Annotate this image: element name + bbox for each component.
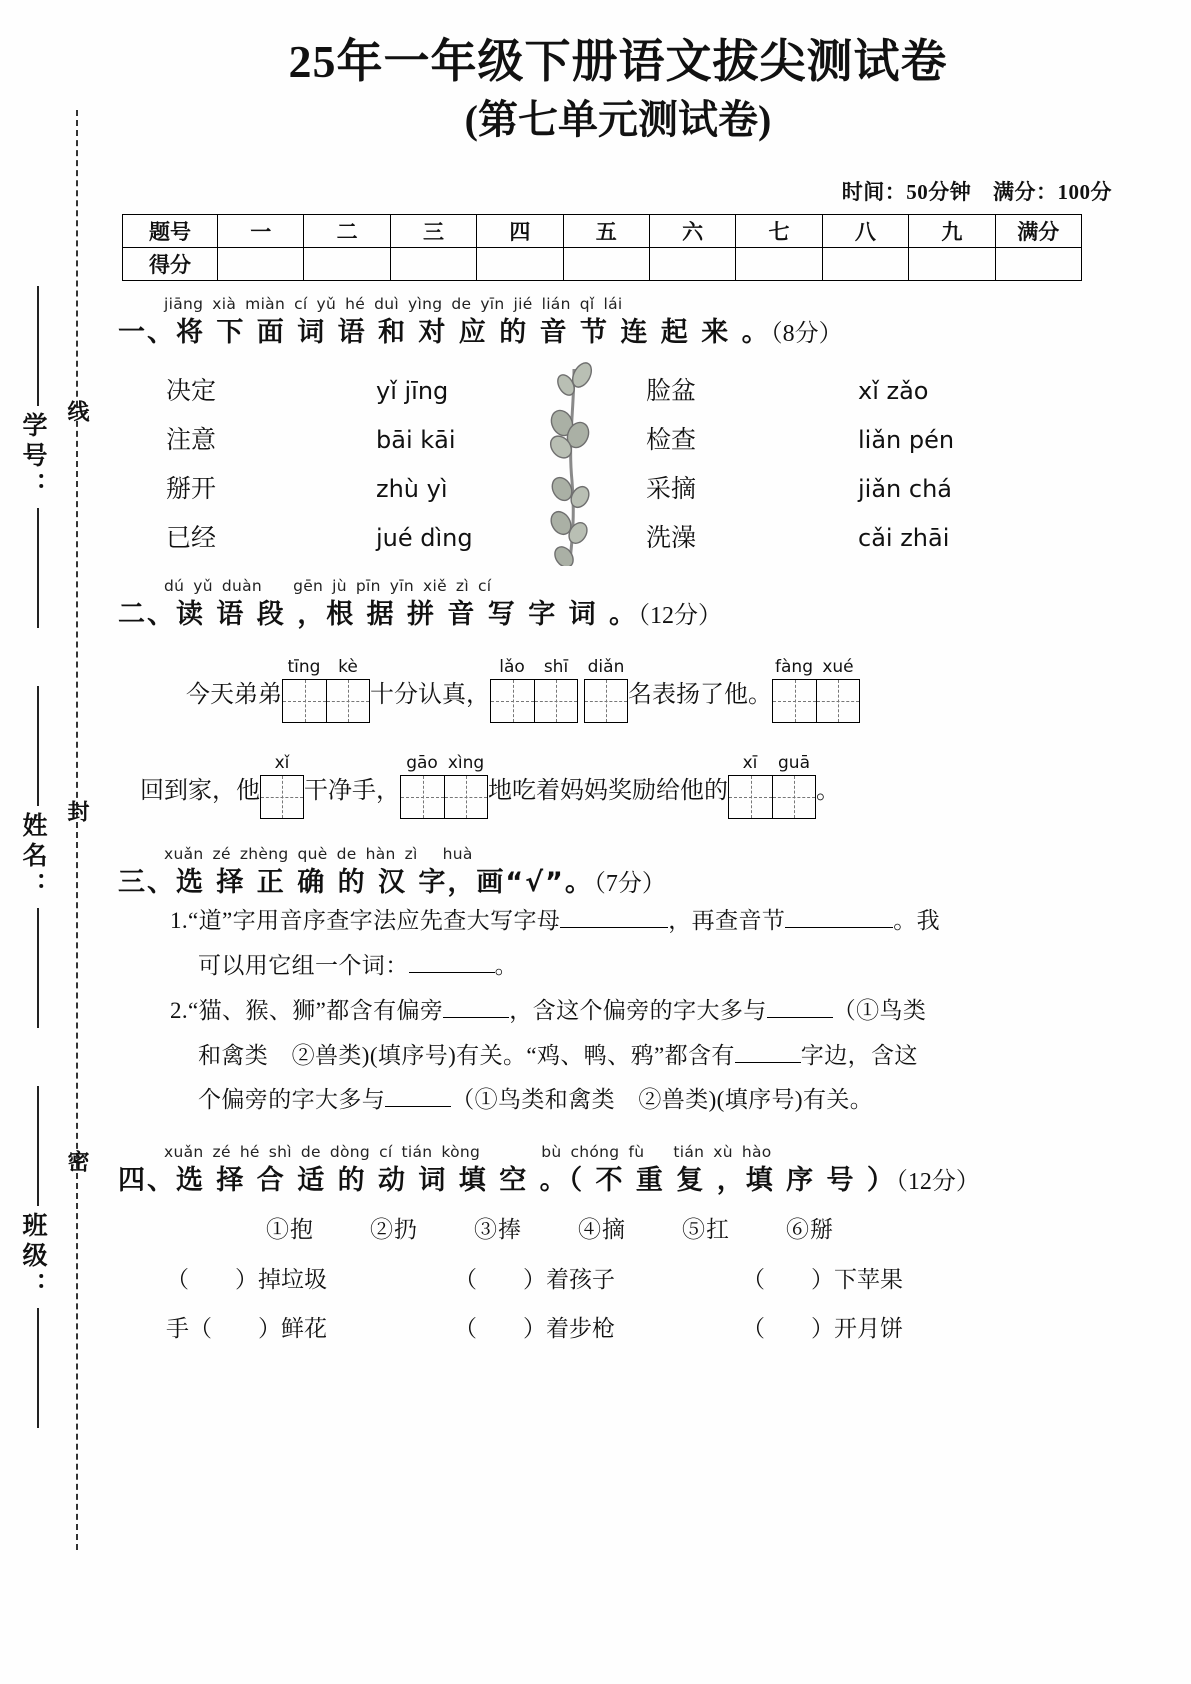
paper-content [118, 0, 1118, 1353]
score-col-8: 八 [822, 215, 908, 248]
pinyin-syllable: dú [164, 577, 185, 596]
score-col-3: 三 [390, 215, 476, 248]
question-text: 可以用它组一个词： [198, 952, 409, 978]
grid-cell[interactable] [772, 679, 816, 723]
pinyin-syllable: jù [332, 577, 347, 596]
rail-rule [37, 508, 39, 628]
pinyin-syllable: hào [741, 1143, 772, 1162]
answer-blank[interactable] [767, 1017, 833, 1018]
pinyin-syllable: gēn [293, 577, 324, 596]
score-table [122, 214, 1082, 281]
answer-blank[interactable] [409, 972, 495, 973]
grid-cell[interactable] [772, 775, 816, 819]
score-head-points: 得分 [123, 248, 218, 281]
section-two-sentence-2 [140, 753, 1118, 819]
pinyin-syllable: dòng [329, 1143, 371, 1162]
score-cell-3[interactable] [390, 248, 476, 281]
section-two-title [118, 592, 1118, 631]
writing-grid-laoshi[interactable] [490, 657, 578, 723]
question-text: 。我 [893, 908, 941, 934]
pinyin-syllable: de [300, 1143, 321, 1162]
rail-label-name: 姓名： [19, 812, 46, 902]
question-2-line-3 [198, 1078, 1118, 1123]
score-cell-1[interactable] [218, 248, 304, 281]
exam-total: 满分：100分 [993, 180, 1112, 205]
pinyin-syllable: pīn [355, 577, 381, 596]
score-col-2: 二 [304, 215, 390, 248]
grid-pinyin: diǎn [587, 657, 625, 678]
section-three-heading: 三、选 择 正 确 的 汉 字，画“√”。 [118, 867, 594, 899]
match-pinyin[interactable]: cǎi zhāi [858, 524, 950, 553]
match-right-words [646, 367, 696, 563]
score-cell-8[interactable] [822, 248, 908, 281]
grid-pinyin: xǐ [274, 753, 290, 774]
sentence-text: 今天弟弟 [186, 682, 282, 709]
pinyin-syllable: xù [713, 1143, 733, 1162]
verb-fill-row-1 [166, 1256, 1118, 1304]
pinyin-syllable: yǔ [316, 295, 337, 314]
score-col-1: 一 [218, 215, 304, 248]
match-right-pinyin [858, 367, 954, 563]
score-col-7: 七 [736, 215, 822, 248]
pinyin-syllable: yǔ [193, 577, 213, 596]
pinyin-syllable: zì [404, 845, 418, 864]
sentence-text: 干净手， [304, 778, 400, 805]
question-text: 2.“猫、猴、狮”都含有偏旁 [170, 997, 444, 1023]
match-word[interactable]: 决定 [166, 378, 217, 406]
rail-label-class: 班级： [19, 1212, 46, 1302]
sentence-text: 。 [816, 778, 840, 805]
seal-dashed-line [76, 110, 78, 1550]
pinyin-syllable: què [297, 845, 328, 864]
pinyin-syllable: chóng [570, 1143, 620, 1162]
question-1-line-2 [198, 944, 1118, 989]
pinyin-syllable: shì [268, 1143, 292, 1162]
pinyin-syllable: qǐ [579, 295, 595, 314]
match-pinyin[interactable]: yǐ jīng [376, 377, 449, 406]
score-cell-9[interactable] [909, 248, 995, 281]
answer-blank[interactable] [385, 1106, 451, 1107]
pinyin-syllable: hé [345, 295, 366, 314]
pinyin-syllable: cí [294, 295, 308, 314]
section-three [118, 845, 1118, 1123]
exam-meta [118, 176, 1118, 206]
match-word[interactable]: 注意 [166, 427, 217, 455]
question-2-line-2 [198, 1034, 1118, 1079]
pinyin-syllable: cí [379, 1143, 393, 1162]
rail-group-student-id [14, 280, 62, 634]
writing-grid-fangxue[interactable] [772, 657, 860, 723]
grid-pinyin: xī [742, 753, 758, 774]
sentence-text: 地吃着妈妈奖励给他的 [488, 778, 728, 805]
seal-char-seal: 封 [65, 800, 90, 822]
match-word[interactable]: 检查 [646, 427, 697, 455]
verb-fill-row-2 [166, 1305, 1118, 1353]
grid-cell[interactable] [816, 679, 860, 723]
writing-grid-tingke[interactable] [282, 657, 370, 723]
rail-group-class [14, 1080, 62, 1434]
section-two-heading: 二、读 语 段 ，根 据 拼 音 写 字 词 。 [118, 599, 638, 631]
section-three-question-1 [170, 899, 1118, 989]
question-text: ，再查音节 [668, 908, 786, 934]
rail-rule [37, 908, 39, 1028]
grid-cell[interactable] [584, 679, 628, 723]
section-one-heading: 一、将 下 面 词 语 和 对 应 的 音 节 连 起 来 。 [118, 317, 771, 349]
writing-grid-dian[interactable] [584, 657, 628, 723]
verb-option[interactable]: ⑥掰 [786, 1217, 834, 1243]
section-one-title [118, 310, 1118, 349]
sentence-text: 十分认真， [370, 682, 490, 709]
seal-char-secret: 密 [65, 1150, 90, 1172]
section-four [118, 1143, 1118, 1353]
match-word[interactable]: 洗澡 [646, 525, 697, 553]
pinyin-syllable: xuǎn [164, 845, 204, 864]
section-two-sentence-1 [186, 657, 1118, 723]
pinyin-syllable: kòng [441, 1143, 481, 1162]
verb-fill-rows [166, 1256, 1118, 1353]
pinyin-syllable: huà [442, 845, 473, 864]
question-text: 个偏旁的字大多与 [198, 1087, 386, 1113]
seal-char-line: 线 [65, 400, 90, 422]
question-text: 和禽类 ②兽类)(填序号)有关。“鸡、鸭、鸦”都含有 [198, 1042, 735, 1068]
pinyin-syllable: lái [603, 295, 623, 314]
match-left-words [166, 367, 216, 563]
exam-time: 时间：50分钟 [841, 180, 972, 205]
score-table-header-row [123, 215, 1082, 248]
grid-pinyin: guā [778, 753, 810, 774]
pinyin-syllable: duì [374, 295, 399, 314]
grid-pinyin: shī [543, 657, 569, 678]
match-word[interactable]: 已经 [166, 525, 217, 553]
verb-option[interactable]: ⑤扛 [682, 1217, 730, 1243]
sentence-text: 回到家，他 [140, 778, 260, 805]
rail-rule [37, 1086, 39, 1206]
pinyin-syllable: lián [541, 295, 571, 314]
verb-fill-item[interactable]: （ ）开月饼 [742, 1315, 903, 1341]
answer-blank[interactable] [560, 927, 668, 928]
score-cell-total[interactable] [995, 248, 1081, 281]
match-word[interactable]: 采摘 [646, 476, 697, 504]
question-text: 1.“道”字用音序查字法应先查大写字母 [170, 908, 561, 934]
pinyin-syllable: zì [455, 577, 469, 596]
match-word[interactable]: 脸盆 [646, 378, 697, 406]
grid-cell[interactable] [534, 679, 578, 723]
pinyin-syllable: de [336, 845, 357, 864]
score-col-total: 满分 [995, 215, 1081, 248]
pinyin-syllable: tián [401, 1143, 433, 1162]
title-block [118, 0, 1118, 146]
section-two-points: （12分） [638, 603, 722, 630]
vine-decoration-icon [528, 361, 618, 571]
question-text: （①鸟类 [832, 997, 927, 1023]
question-text: ，含这个偏旁的字大多与 [509, 997, 767, 1023]
pinyin-syllable: bù [541, 1143, 562, 1162]
verb-fill-item[interactable]: （ ）下苹果 [742, 1267, 903, 1293]
match-word[interactable]: 掰开 [166, 476, 217, 504]
pinyin-syllable: yìng [408, 295, 443, 314]
section-one-points: （8分） [770, 321, 843, 348]
score-table-value-row [123, 248, 1082, 281]
question-text: 字边，含这 [800, 1042, 918, 1068]
pinyin-syllable: yīn [389, 577, 414, 596]
pinyin-syllable: cí [477, 577, 492, 596]
pinyin-syllable: tián [673, 1143, 705, 1162]
page-title: 25年一年级下册语文拔尖测试卷 [288, 36, 948, 87]
verb-option[interactable]: ④摘 [578, 1217, 626, 1243]
rail-rule [37, 286, 39, 406]
writing-grid-xi[interactable] [260, 753, 304, 819]
grid-cell[interactable] [444, 775, 488, 819]
pinyin-syllable: yīn [480, 295, 505, 314]
grid-pinyin: kè [338, 657, 358, 678]
pinyin-syllable: xiě [422, 577, 447, 596]
section-three-points: （7分） [593, 871, 666, 898]
answer-blank[interactable] [735, 1062, 801, 1063]
writing-grid-xigua[interactable] [728, 753, 816, 819]
pinyin-syllable: zé [212, 845, 231, 864]
grid-pinyin: gāo [406, 753, 438, 774]
grid-cell[interactable] [260, 775, 304, 819]
score-cell-2[interactable] [304, 248, 390, 281]
verb-fill-item[interactable]: （ ）着孩子 [454, 1267, 615, 1293]
pinyin-syllable: zé [212, 1143, 231, 1162]
match-pinyin[interactable]: liǎn pén [858, 426, 955, 455]
match-pinyin[interactable]: bāi kāi [376, 426, 456, 455]
grid-pinyin: lǎo [499, 657, 525, 678]
grid-cell[interactable] [490, 679, 534, 723]
verb-fill-item[interactable]: 手（ ）鲜花 [166, 1315, 327, 1341]
section-four-heading: 四、选 择 合 适 的 动 词 填 空 。（ 不 重 复 ，填 序 号 ） [118, 1165, 896, 1197]
pinyin-syllable: xuǎn [164, 1143, 204, 1162]
question-text: （①鸟类和禽类 ②兽类)(填序号)有关。 [451, 1087, 874, 1113]
score-col-6: 六 [649, 215, 735, 248]
verb-option[interactable]: ③捧 [474, 1217, 522, 1243]
score-cell-5[interactable] [563, 248, 649, 281]
pinyin-syllable: miàn [245, 295, 286, 314]
match-left-pinyin [376, 367, 473, 563]
score-cell-6[interactable] [649, 248, 735, 281]
matching-exercise [118, 367, 1118, 563]
verb-fill-item[interactable]: （ ）着步枪 [454, 1315, 615, 1341]
grid-pinyin: fàng [775, 657, 813, 678]
verb-option-list [266, 1211, 1118, 1244]
section-three-title [118, 860, 1118, 899]
pinyin-syllable: jié [513, 295, 533, 314]
writing-grid-gaoxing[interactable] [400, 753, 488, 819]
score-col-4: 四 [477, 215, 563, 248]
page-subtitle: (第七单元测试卷) [464, 97, 772, 143]
match-pinyin[interactable]: jué dìng [376, 524, 473, 553]
score-col-9: 九 [909, 215, 995, 248]
pinyin-syllable: hàn [365, 845, 396, 864]
rail-group-name [14, 680, 62, 1034]
match-pinyin[interactable]: zhù yì [376, 475, 448, 504]
pinyin-syllable: hé [239, 1143, 260, 1162]
grid-pinyin: tīng [287, 657, 321, 678]
pinyin-syllable: xià [212, 295, 237, 314]
score-col-5: 五 [563, 215, 649, 248]
grid-cell[interactable] [326, 679, 370, 723]
answer-blank[interactable] [443, 1017, 509, 1018]
left-margin-rail [0, 0, 115, 1684]
grid-cell[interactable] [400, 775, 444, 819]
section-four-title [118, 1158, 1118, 1197]
pinyin-syllable: duàn [221, 577, 263, 596]
pinyin-syllable: jiāng [164, 295, 204, 314]
sentence-text: 名表扬了他。 [628, 682, 772, 709]
verb-option[interactable]: ②扔 [370, 1217, 418, 1243]
rail-label-student-id: 学号： [19, 412, 46, 502]
grid-pinyin: xué [822, 657, 854, 678]
rail-rule [37, 686, 39, 806]
match-pinyin[interactable]: jiǎn chá [858, 475, 952, 504]
match-pinyin[interactable]: xǐ zǎo [858, 377, 929, 406]
pinyin-syllable: fù [628, 1143, 645, 1162]
answer-blank[interactable] [785, 927, 893, 928]
score-head-question: 题号 [123, 215, 218, 248]
section-two [118, 577, 1118, 819]
section-four-points: （12分） [895, 1169, 980, 1196]
grid-pinyin: xìng [447, 753, 485, 774]
grid-cell[interactable] [728, 775, 772, 819]
rail-rule [37, 1308, 39, 1428]
question-text: 。 [494, 952, 519, 978]
pinyin-syllable: de [451, 295, 472, 314]
section-three-question-2 [170, 989, 1118, 1124]
grid-cell[interactable] [282, 679, 326, 723]
pinyin-syllable: zhèng [239, 845, 289, 864]
verb-fill-item[interactable]: （ ）掉垃圾 [166, 1267, 327, 1293]
score-cell-4[interactable] [477, 248, 563, 281]
score-cell-7[interactable] [736, 248, 822, 281]
section-one [118, 295, 1118, 563]
verb-option[interactable]: ①抱 [266, 1217, 314, 1243]
